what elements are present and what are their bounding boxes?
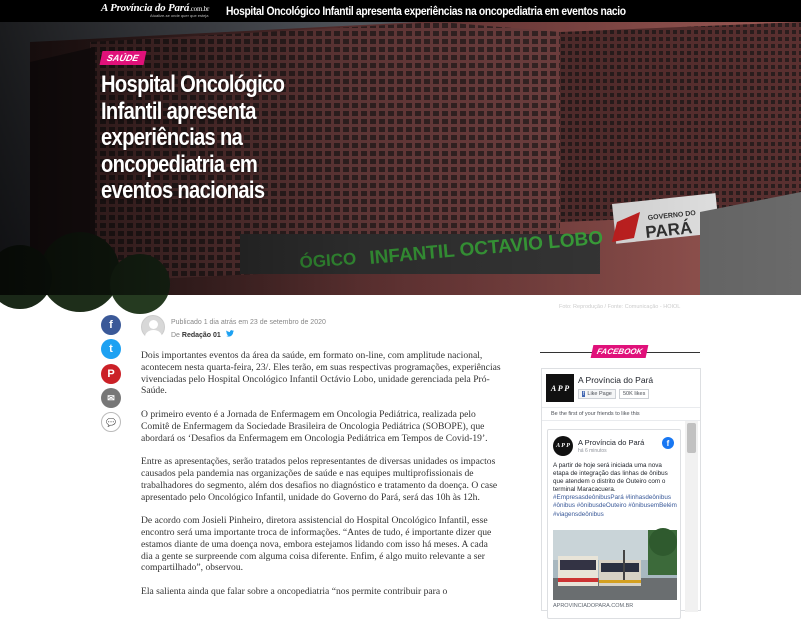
comment-icon: 💬: [106, 417, 116, 427]
facebook-page-widget: [541, 368, 701, 611]
share-twitter-button[interactable]: [101, 339, 121, 359]
publish-date: Publicado 1 dia atrás em 23 de setembro de 2020: [171, 319, 326, 326]
article-paragraph: O primeiro evento é a Jornada de Enfermagem em Oncologia Pediátrica, realizada pelo Comitê de Enfermagem da Sociedade Brasileira de Oncologia Pediátrica (SOBOPE), que abordará os ‘Desafios da Enfermagem em Oncologia Pediátrica em Tempos de Covid-19’.: [141, 408, 488, 444]
fb-friends-text: Be the first of your friends to like this: [542, 407, 700, 421]
avatar-head: [149, 320, 158, 329]
like-button-label: Like Page: [587, 391, 612, 397]
facebook-icon[interactable]: f: [662, 437, 674, 449]
twitter-icon: t: [109, 343, 113, 355]
fb-post-body: A partir de hoje será iniciada uma nova etapa de integração das linhas de ônibus que atendem o distrito de Outeiro com o terminal Maracacuera.: [553, 462, 668, 494]
fb-widget-header: [542, 369, 700, 407]
author-prefix: De: [171, 332, 180, 339]
scrollbar-thumb[interactable]: [687, 423, 696, 453]
hero-image: [0, 22, 801, 310]
article-body: [141, 350, 501, 610]
logo-tagline: Atualize-se onde quer que esteja: [150, 13, 209, 18]
fb-post-hashtags[interactable]: #EmpresasdeônibusPará #linhasdeônibus #ônibus #ônibusdeOuteiro #ônibusemBelém #viagensdeônibus: [553, 494, 677, 518]
fb-widget-scrollbar[interactable]: [685, 421, 698, 612]
fb-post-author[interactable]: A Província do Pará: [578, 438, 645, 447]
facebook-icon: f: [583, 391, 585, 397]
facebook-section-label: FACEBOOK: [591, 345, 649, 358]
fb-page-name[interactable]: A Província do Pará: [578, 375, 654, 385]
topbar-article-title: Hospital Oncológico Infantil apresenta experiências na oncopediatria em eventos nacio: [226, 4, 626, 18]
author-twitter-icon[interactable]: [226, 330, 234, 339]
avatar-body: [145, 330, 162, 344]
logo-domain: .com.br: [189, 5, 210, 13]
share-pinterest-button[interactable]: [101, 364, 121, 384]
pinterest-icon: P: [107, 368, 115, 380]
facebook-icon: f: [109, 319, 113, 331]
email-icon: ✉: [107, 392, 115, 403]
article-paragraph: Dois importantes eventos da área da saúde, em formato on-line, com amplitude nacional, acontecem nesta quarta-feira, 23/. Eles terão, em suas respectivas programações, experiências vivenciadas pelo Hospital Oncológico Infantil Octávio Lobo, unidade gerenciada pela Pró-Saúde.: [141, 350, 501, 397]
article-title: Hospital Oncológico Infantil apresenta experiências na oncopediatria em eventos nacionais: [101, 71, 285, 204]
top-bar: [0, 0, 801, 22]
article-paragraph: Ela salienta ainda que falar sobre a oncopediatria “nos permite contribuir para o: [141, 585, 448, 597]
fb-post-card[interactable]: [547, 429, 681, 619]
category-badge[interactable]: SAÚDE: [100, 51, 146, 65]
fb-post-image[interactable]: [553, 530, 677, 600]
bus-photo: [553, 530, 677, 600]
share-facebook-button[interactable]: [101, 315, 121, 335]
author-name-link[interactable]: Redação 01: [181, 332, 221, 339]
share-email-button[interactable]: [101, 388, 121, 408]
article-paragraph: Entre as apresentações, serão tratados pelos representantes de diversas unidades os impactos causados pela pandemia nas organizações de saúde e nas equipes multiprofissionais de trabalhadores do segmento, além dos desafios no diagnóstico e tratamento da doença. O case apresentado pelo Oncológico Infantil, unidade do Governo do Pará, será das 10h às 12h.: [141, 456, 498, 503]
comments-button[interactable]: [101, 412, 121, 432]
fb-post-avatar[interactable]: A P P: [553, 436, 573, 456]
fb-like-page-button[interactable]: [578, 389, 616, 399]
photo-credit: Foto: Reprodução / Fonte: Comunicação - HOIOL: [559, 304, 681, 310]
fb-page-logo[interactable]: A P P: [546, 374, 574, 402]
fb-post-text: [553, 462, 677, 519]
author-avatar[interactable]: [141, 315, 165, 339]
logo-text: A Província do Pará: [101, 2, 190, 14]
fb-like-count: 50K likes: [619, 389, 649, 399]
fb-post-link-url[interactable]: APROVINCIADOPARA.COM.BR: [553, 603, 634, 609]
author-line: [171, 330, 234, 339]
fb-post-time[interactable]: há 6 minutos: [578, 448, 607, 454]
article-paragraph: De acordo com Josieli Pinheiro, diretora assistencial do Hospital Oncológico Infantil, esse encontro será uma importante troca de informações. “Antes de tudo, é importante dizer que estamos diante de uma doença nova, embora estejamos lidando com isso há meses. A cada dia a gente se surpreende com alguma coisa diferente. Enfim, é algo muito relevante a ser compartilhado”, observou.: [141, 515, 492, 574]
